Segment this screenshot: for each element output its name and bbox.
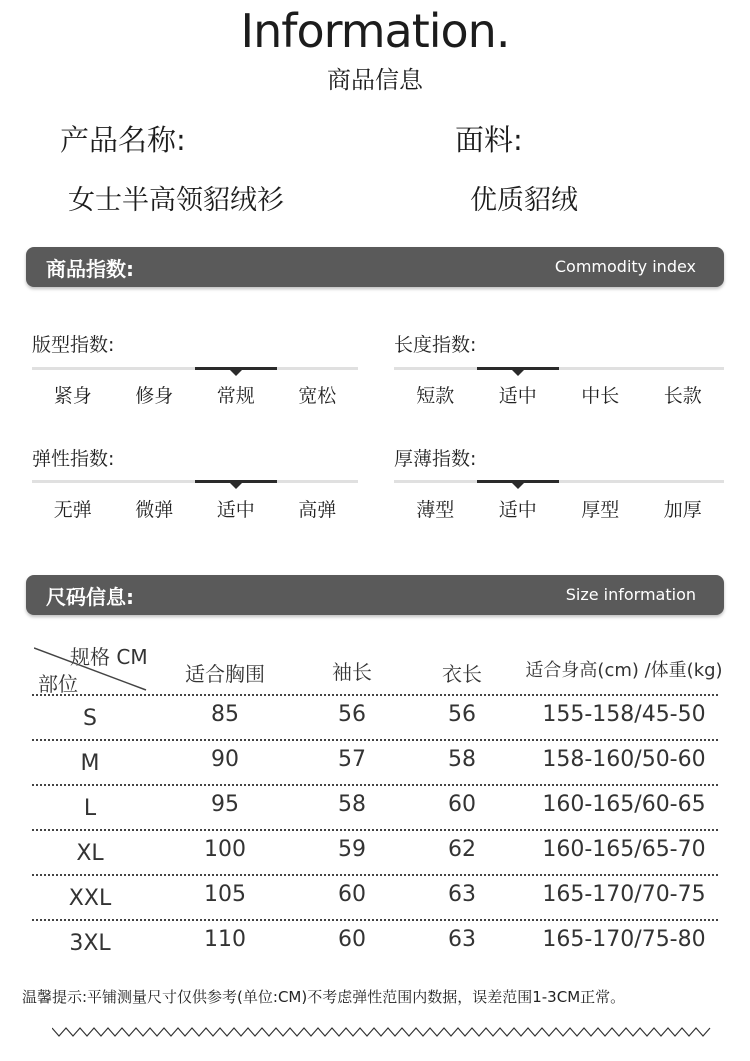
cell-sleeve: 57: [338, 747, 366, 772]
size-information-title: 尺码信息:: [46, 585, 134, 609]
cell-size: L: [83, 796, 97, 821]
cell-sleeve: 56: [338, 702, 366, 727]
fabric-value: 优质貂绒: [470, 185, 578, 216]
elasticity-index-option: 高弹: [298, 499, 337, 521]
cell-sleeve: 59: [338, 837, 366, 862]
cell-height-weight: 165-170/70-75: [542, 882, 706, 907]
cell-size: XL: [76, 841, 104, 866]
length-index-option: 长款: [663, 385, 702, 407]
measurement-note: 温馨提示:平铺测量尺寸仅供参考(单位:CM)不考虑弹性范围内数据，误差范围1-3CM正常。: [22, 988, 626, 1006]
pointer-icon: [230, 370, 242, 376]
thickness-index-option: 适中: [498, 499, 537, 521]
cell-height-weight: 158-160/50-60: [542, 747, 706, 772]
thickness-index-title: 厚薄指数:: [394, 448, 477, 470]
table-corner-part: 部位: [38, 672, 78, 696]
thickness-index-option: 薄型: [416, 499, 455, 521]
cell-height-weight: 165-170/75-80: [542, 927, 706, 952]
cell-length: 56: [448, 702, 476, 727]
cell-chest: 100: [204, 837, 246, 862]
elasticity-index-option: 无弹: [53, 499, 92, 521]
header-length: 衣长: [442, 662, 482, 686]
page-title: Information.: [240, 4, 510, 58]
row-divider: [32, 784, 718, 786]
cell-size: 3XL: [69, 931, 111, 956]
table-corner-spec: 规格 CM: [70, 645, 148, 669]
length-index-option: 中长: [581, 385, 620, 407]
cell-sleeve: 60: [338, 882, 366, 907]
pointer-icon: [512, 370, 524, 376]
cell-chest: 110: [204, 927, 246, 952]
row-divider: [32, 874, 718, 876]
product-name-label: 产品名称:: [60, 123, 186, 157]
elasticity-index-option: 微弹: [135, 499, 174, 521]
fit-index-option: 紧身: [53, 385, 92, 407]
fit-index-title: 版型指数:: [32, 334, 115, 356]
cell-length: 63: [448, 927, 476, 952]
thickness-index-scale-line: [394, 480, 724, 483]
length-index-option: 适中: [498, 385, 537, 407]
cell-size: S: [83, 706, 97, 731]
cell-length: 60: [448, 792, 476, 817]
length-index-title: 长度指数:: [394, 334, 477, 356]
row-divider: [32, 694, 718, 696]
length-index-option: 短款: [416, 385, 455, 407]
table-corner-diagonal: [34, 646, 150, 692]
cell-height-weight: 155-158/45-50: [542, 702, 706, 727]
product-name-value: 女士半高领貂绒衫: [68, 185, 284, 216]
thickness-index-option: 加厚: [663, 499, 702, 521]
cell-length: 63: [448, 882, 476, 907]
size-information-title-en: Size information: [565, 585, 696, 604]
row-divider: [32, 739, 718, 741]
page-subtitle: 商品信息: [327, 66, 423, 94]
length-index-scale-line: [394, 367, 724, 370]
cell-chest: 105: [204, 882, 246, 907]
cell-height-weight: 160-165/60-65: [542, 792, 706, 817]
header-chest: 适合胸围: [185, 662, 265, 686]
fabric-label: 面料:: [455, 123, 523, 157]
pointer-icon: [230, 483, 242, 489]
commodity-index-title: 商品指数:: [46, 257, 134, 281]
cell-sleeve: 60: [338, 927, 366, 952]
commodity-index-header: [26, 247, 724, 287]
header-sleeve: 袖长: [332, 660, 372, 684]
row-divider: [32, 829, 718, 831]
cell-chest: 85: [211, 702, 239, 727]
thickness-index-option: 厚型: [581, 499, 620, 521]
zigzag-divider: [52, 1024, 712, 1040]
pointer-icon: [512, 483, 524, 489]
size-information-header: [26, 575, 724, 615]
elasticity-index-option: 适中: [216, 499, 255, 521]
fit-index-option: 宽松: [298, 385, 337, 407]
elasticity-index-title: 弹性指数:: [32, 448, 115, 470]
cell-chest: 90: [211, 747, 239, 772]
header-height-weight: 适合身高(cm) /体重(kg): [525, 660, 723, 681]
fit-index-option: 常规: [216, 385, 255, 407]
commodity-index-title-en: Commodity index: [554, 257, 696, 276]
cell-chest: 95: [211, 792, 239, 817]
cell-size: XXL: [68, 886, 112, 911]
cell-height-weight: 160-165/65-70: [542, 837, 706, 862]
cell-sleeve: 58: [338, 792, 366, 817]
cell-length: 62: [448, 837, 476, 862]
row-divider: [32, 919, 718, 921]
cell-length: 58: [448, 747, 476, 772]
fit-index-option: 修身: [135, 385, 174, 407]
cell-size: M: [80, 751, 100, 776]
